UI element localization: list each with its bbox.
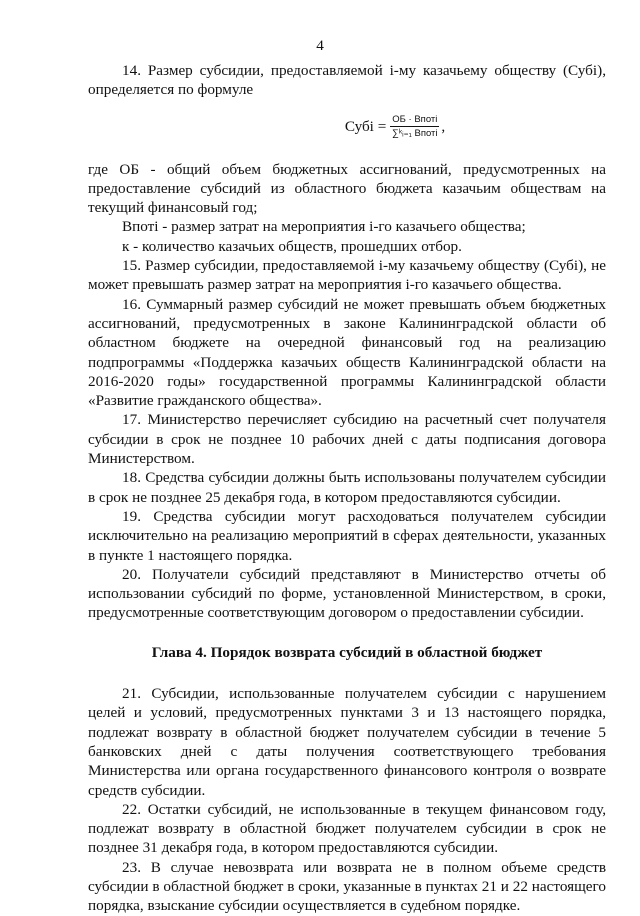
document-body [88,61,606,916]
paragraph-16: 16. Суммарный размер субсидий не может превышать объем бюджетных ассигнований, предусмотренных в законе Калининградской области об областном бюджете на очередной финансовый год на реализацию подпрограммы «Поддержка казачьих обществ Калининградской области на 2016-2020 годы» государственной программы Калининградской области «Развитие гражданского общества». [88,295,606,410]
paragraph-14: 14. Размер субсидии, предоставляемой i-му казачьему обществу (Субi), определяется по формуле [88,62,606,99]
page-number: 4 [316,37,324,54]
paragraph-22: 22. Остатки субсидий, не использованные в текущем финансовом году, подлежат возврату в областной бюджет получателем субсидии в срок не позднее 31 декабря года, в котором предоставляются субсидии. [88,800,606,857]
formula-denominator: ∑ᵏᵢ₌₁ Впотi [392,128,438,140]
paragraph-18: 18. Средства субсидии должны быть использованы получателем субсидии в срок не позднее 25 декабря года, в котором предоставляются субсидии. [88,469,606,506]
formula-numerator: ОБ · Впотi [392,114,438,126]
subsidy-formula [88,100,606,154]
paragraph-17: 17. Министерство перечисляет субсидию на расчетный счет получателя субсидии в срок не позднее 10 рабочих дней с даты подписания договора Министерством. [88,411,606,468]
chapter-heading: Глава 4. Порядок возврата субсидий в областной бюджет [151,643,543,661]
paragraph-19: 19. Средства субсидии могут расходоваться получателем субсидии исключительно на реализацию мероприятий в сферах деятельности, указанных в пункте 1 настоящего порядка. [88,507,606,564]
definition-k: к - количество казачьих обществ, прошедших отбор. [122,237,462,255]
paragraph-23: 23. В случае невозврата или возврата не в полном объеме средств субсидии в областной бюджет в сроки, указанные в пунктах 21 и 22 настоящего порядка, взыскание субсидии осуществляется в судебном порядке. [88,858,606,915]
formula-comma: , [441,117,446,135]
paragraph-15: 15. Размер субсидии, предоставляемой i-му казачьему обществу (Субi), не может превышать размер затрат на мероприятия i-го казачьего общества. [88,257,606,294]
where-paragraph: где ОБ - общий объем бюджетных ассигнований, предусмотренных на предоставление субсидий из областного бюджета казачьим обществам на текущий финансовый год; [88,160,606,217]
formula-left: Субi = [344,117,387,135]
definition-vpot: Впотi - размер затрат на мероприятия i-го казачьего общества; [122,218,526,236]
paragraph-20: 20. Получатели субсидий представляют в Министерство отчеты об использовании субсидий по форме, установленной Министерством, в сроки, предусмотренные соответствующим договором о предоставлении субсидии. [88,565,606,622]
paragraph-21: 21. Субсидии, использованные получателем субсидии с нарушением целей и условий, предусмотренных пунктами 3 и 13 настоящего порядка, подлежат возврату в областной бюджет получателем субсидии в течение 5 банковских дней с даты получения соответствующего требования Министерства или органа государственного финансового контроля о возврате средств субсидии. [88,685,606,799]
formula-fraction [390,114,439,139]
